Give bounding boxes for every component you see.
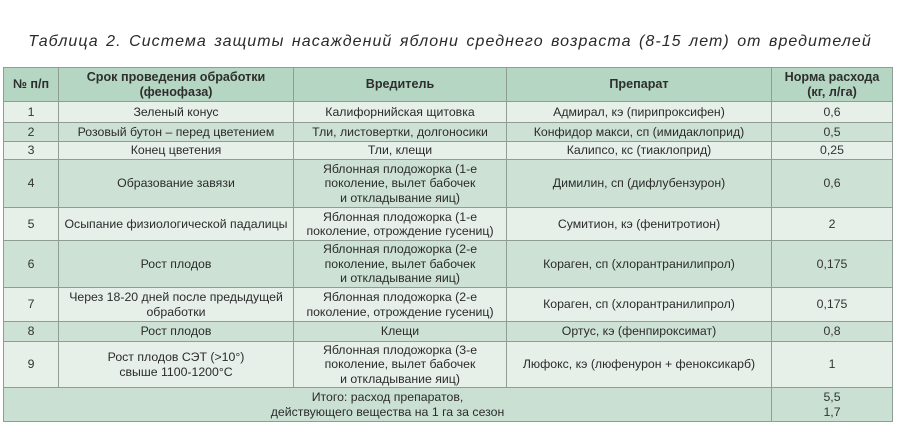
row-num: 6	[4, 241, 59, 288]
row-pest	[294, 142, 507, 160]
row-num: 8	[4, 322, 59, 342]
pest-line: Клещи	[380, 324, 420, 339]
total-value-line2: 1,7	[823, 404, 841, 419]
phase-line: Розовый бутон – перед цветением	[77, 124, 275, 139]
pest-line: поколение, вылет бабочек	[324, 176, 476, 191]
row-product: Кораген, сп (хлорантранилипрол)	[507, 241, 772, 288]
row-pest	[294, 342, 507, 388]
total-label-line1: Итого: расход препаратов,	[311, 390, 464, 404]
header-num: № п/п	[4, 68, 59, 102]
row-product: Адмирал, кэ (пирипроксифен)	[507, 102, 772, 123]
row-pest	[294, 160, 507, 208]
pest-line: поколение, отрождение гусениц)	[306, 304, 494, 319]
row-pest	[294, 102, 507, 123]
table-row	[4, 102, 893, 123]
table-header-row	[4, 68, 893, 102]
row-phase	[59, 142, 294, 160]
table-row	[4, 123, 893, 142]
row-product: Сумитион, кэ (фенитротион)	[507, 208, 772, 241]
row-pest	[294, 241, 507, 288]
pest-line: Яблонная плодожорка (1-е	[322, 161, 478, 176]
pest-line: Яблонная плодожорка (2-е	[322, 290, 478, 304]
phase-line: Рост плодов	[140, 256, 212, 271]
row-num: 5	[4, 208, 59, 241]
total-value-line1: 5,5	[823, 390, 841, 404]
table-total-row	[4, 388, 893, 422]
row-num: 1	[4, 102, 59, 123]
table-row	[4, 208, 893, 241]
row-product: Конфидор макси, сп (имидаклоприд)	[507, 123, 772, 142]
phase-line: Образование завязи	[117, 176, 235, 191]
pest-line: Калифорнийская щитовка	[325, 104, 475, 119]
row-product: Димилин, сп (дифлубензурон)	[507, 160, 772, 208]
pest-line: Тли, листовертки, долгоносики	[312, 124, 488, 139]
phase-line: Рост плодов СЭТ (>10°)	[107, 350, 245, 364]
header-phase	[59, 68, 294, 102]
row-rate: 0,5	[772, 123, 893, 142]
row-phase	[59, 342, 294, 388]
header-phase-line2: (фенофаза)	[139, 84, 213, 99]
total-label-line2: действующего вещества на 1 га за сезон	[270, 404, 505, 419]
pest-line: Тли, клещи	[367, 143, 433, 158]
row-pest	[294, 322, 507, 342]
row-phase	[59, 123, 294, 142]
row-pest	[294, 288, 507, 322]
phase-line: Через 18-20 дней после предыдущей	[69, 290, 283, 304]
pest-protection-table	[3, 67, 893, 422]
table-row	[4, 160, 893, 208]
table-row	[4, 322, 893, 342]
header-product: Препарат	[507, 68, 772, 102]
header-rate	[772, 68, 893, 102]
row-rate: 0,175	[772, 288, 893, 322]
phase-line: свыше 1100-1200°С	[119, 364, 233, 379]
header-phase-line1: Срок проведения обработки	[86, 70, 266, 84]
row-num: 2	[4, 123, 59, 142]
pest-line: и откладывание яиц)	[340, 190, 460, 205]
phase-line: Осыпание физиологической падалицы	[64, 216, 288, 231]
row-rate: 0,8	[772, 322, 893, 342]
row-product: Ортус, кэ (фенпироксимат)	[507, 322, 772, 342]
row-product: Люфокс, кэ (люфенурон + феноксикарб)	[507, 342, 772, 388]
phase-line: обработки	[146, 304, 206, 319]
header-rate-line1: Норма расхода	[784, 70, 880, 84]
table-row	[4, 342, 893, 388]
header-pest: Вредитель	[294, 68, 507, 102]
pest-line: и откладывание яиц)	[340, 271, 460, 286]
row-phase	[59, 102, 294, 123]
table-row	[4, 241, 893, 288]
pest-line: Яблонная плодожорка (2-е	[322, 242, 478, 257]
row-phase	[59, 322, 294, 342]
table-caption: Таблица 2. Система защиты насаждений яблони среднего возраста (8-15 лет) от вредителей	[28, 33, 872, 50]
row-num: 7	[4, 288, 59, 322]
row-num: 3	[4, 142, 59, 160]
pest-line: Яблонная плодожорка (3-е	[322, 342, 478, 357]
header-rate-line2: (кг, л/га)	[807, 84, 857, 99]
row-phase	[59, 241, 294, 288]
row-rate: 0,6	[772, 102, 893, 123]
row-phase	[59, 288, 294, 322]
row-product: Кораген, сп (хлорантранилипрол)	[507, 288, 772, 322]
table-row	[4, 288, 893, 322]
pest-line: поколение, вылет бабочек	[324, 256, 476, 271]
pest-line: поколение, отрождение гусениц)	[306, 224, 494, 238]
pest-line: и откладывание яиц)	[340, 371, 460, 386]
pest-line: поколение, вылет бабочек	[324, 357, 476, 372]
row-num: 4	[4, 160, 59, 208]
row-rate: 2	[772, 208, 893, 241]
row-rate: 0,175	[772, 241, 893, 288]
pest-line: Яблонная плодожорка (1-е	[322, 209, 478, 224]
row-rate: 0,6	[772, 160, 893, 208]
row-rate: 1	[772, 342, 893, 388]
row-phase	[59, 208, 294, 241]
row-pest	[294, 123, 507, 142]
total-value	[772, 388, 893, 422]
row-num: 9	[4, 342, 59, 388]
phase-line: Конец цветения	[130, 143, 222, 158]
table-row	[4, 142, 893, 160]
total-label	[4, 388, 772, 422]
phase-line: Зеленый конус	[133, 104, 219, 119]
row-phase	[59, 160, 294, 208]
phase-line: Рост плодов	[140, 324, 212, 339]
row-product: Калипсо, кс (тиаклоприд)	[507, 142, 772, 160]
row-rate: 0,25	[772, 142, 893, 160]
row-pest	[294, 208, 507, 241]
